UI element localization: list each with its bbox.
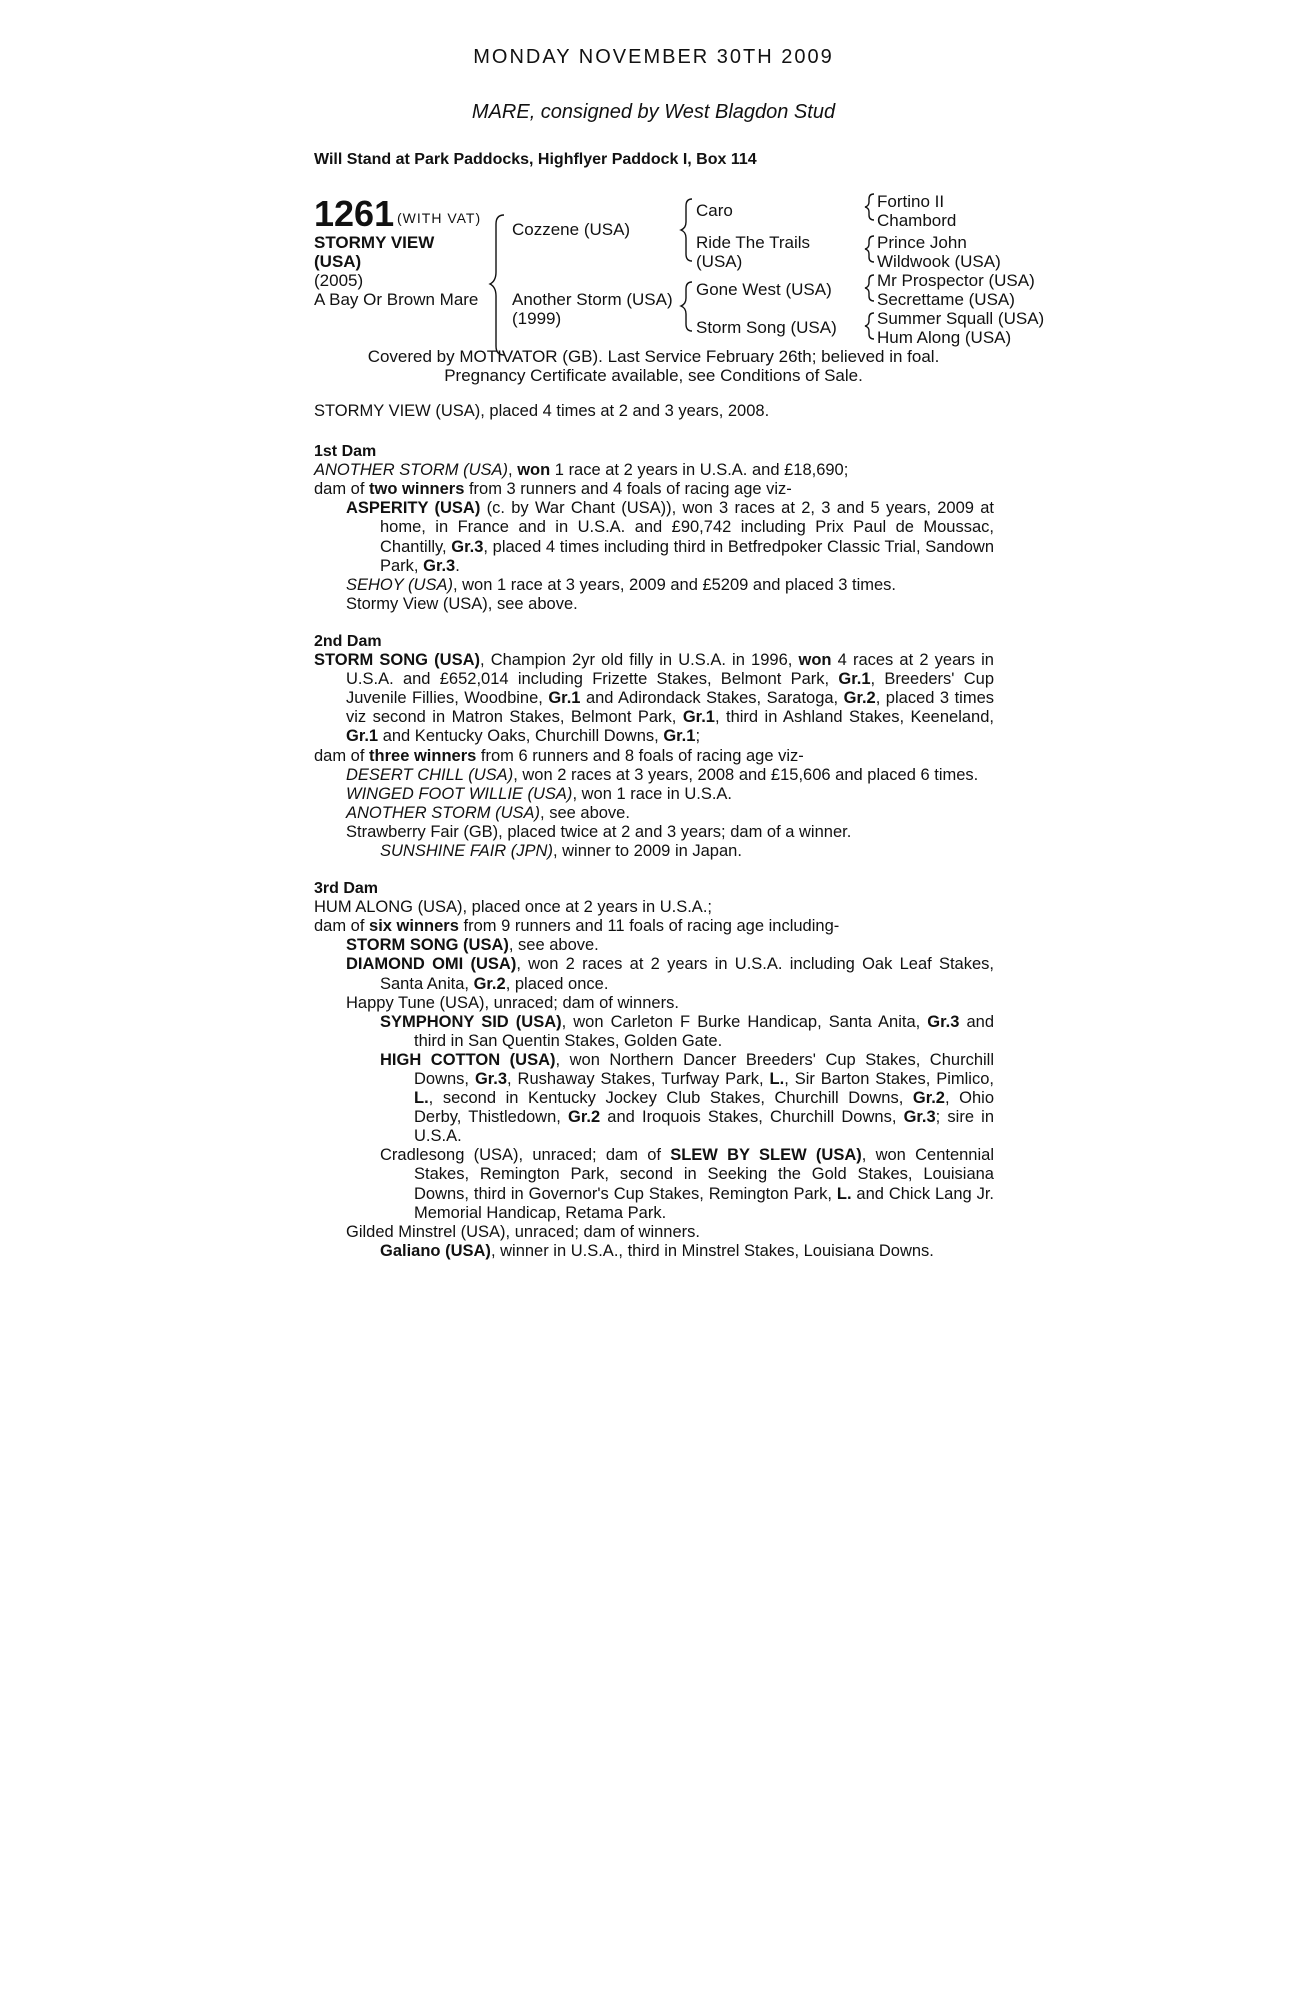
horse-name-line1: STORMY VIEW	[314, 233, 435, 252]
pedigree-sds: Prince John	[877, 233, 967, 252]
produce-storm-song: STORM SONG (USA), see above.	[346, 936, 599, 955]
brace-sire	[681, 199, 692, 261]
brace-ds	[865, 275, 874, 301]
produce-galiano: Galiano (USA), winner in U.S.A., third in Minstrel Stakes, Louisiana Downs.	[380, 1241, 934, 1260]
pedigree-sire: Cozzene (USA)	[512, 220, 631, 239]
brace-dam	[681, 282, 692, 331]
pedigree-sire-sire: Caro	[696, 201, 733, 220]
second-dam-entry: STORM SONG (USA), Champion 2yr old filly in U.S.A. in 1996, won 4 races at 2 years in U.S.A. and £652,014 including Frizette Stakes, Belmont Park, Gr.1, Breeders' Cup Juvenile Fillies, Woodbine, Gr.1 and Adirondack Stakes, Saratoga, Gr.2, placed 3 times viz second in Matron Stakes, Belmont Park, Gr.1, third in Ashland Stakes, Keeneland, Gr.1 and Kentucky Oaks, Churchill Downs, Gr.1;	[314, 651, 994, 746]
third-dam-title: 3rd Dam	[314, 880, 379, 898]
produce-winged-foot-willie: WINGED FOOT WILLIE (USA), won 1 race in U.S.A.	[346, 784, 733, 803]
catalogue-body	[314, 400, 994, 1261]
produce-desert-chill: DESERT CHILL (USA), won 2 races at 3 years, 2008 and £15,606 and placed 6 times.	[346, 765, 979, 784]
stabling-location: Will Stand at Park Paddocks, Highflyer Paddock I, Box 114	[314, 151, 757, 168]
pedigree-ddd: Hum Along (USA)	[877, 328, 1012, 347]
pedigree-dam-line2: (1999)	[512, 309, 562, 328]
produce-sehoy: SEHOY (USA), won 1 race at 3 years, 2009 and £5209 and placed 3 times.	[346, 575, 897, 594]
pedigree-sire-dam-line1: Ride The Trails	[696, 233, 811, 252]
pedigree-dds: Summer Squall (USA)	[877, 309, 1045, 328]
produce-sunshine-fair: SUNSHINE FAIR (JPN), winner to 2009 in Japan.	[380, 841, 742, 860]
brace-sd	[865, 236, 874, 262]
horse-description: A Bay Or Brown Mare	[314, 290, 479, 309]
pedigree-dam-dam: Storm Song (USA)	[696, 318, 837, 337]
pedigree-dam-sire: Gone West (USA)	[696, 280, 832, 299]
pedigree-ssd: Chambord	[877, 211, 957, 230]
produce-another-storm: ANOTHER STORM (USA), see above.	[346, 803, 630, 822]
pedigree-sss: Fortino II	[877, 192, 945, 211]
produce-happy-tune: Happy Tune (USA), unraced; dam of winners.	[346, 993, 679, 1012]
produce-symphony-sid: SYMPHONY SID (USA), won Carleton F Burke Handicap, Santa Anita, Gr.3 and third in San Quentin Stakes, Golden Gate.	[380, 1012, 994, 1050]
first-dam-title: 1st Dam	[314, 443, 377, 461]
pedigree-dsd: Secrettame (USA)	[877, 290, 1015, 309]
covered-line2: Pregnancy Certificate available, see Conditions of Sale.	[444, 366, 863, 385]
produce-high-cotton: HIGH COTTON (USA), won Northern Dancer Breeders' Cup Stakes, Churchill Downs, Gr.3, Rushaway Stakes, Turfway Park, L., Sir Barton Stakes, Pimlico, L., second in Kentucky Jockey Club Stakes, Churchill Downs, Gr.2, Ohio Derby, Thistledown, Gr.2 and Iroquois Stakes, Churchill Downs, Gr.3; sire in U.S.A.	[380, 1050, 995, 1146]
second-dam-produce: dam of three winners from 6 runners and 8 foals of racing age viz-	[314, 746, 804, 765]
second-dam-title: 2nd Dam	[314, 632, 382, 650]
pedigree-sire-dam-line2: (USA)	[696, 252, 743, 271]
pedigree-sdd: Wildwook (USA)	[877, 252, 1001, 271]
brace-ss	[865, 194, 874, 220]
produce-cradlesong: Cradlesong (USA), unraced; dam of SLEW BY SLEW (USA), won Centennial Stakes, Remington Park, second in Seeking the Gold Stakes, Louisiana Downs, third in Governor's Cup Stakes, Remington Park, L. and Chick Lang Jr. Memorial Handicap, Retama Park.	[380, 1146, 994, 1222]
horse-name-line2: (USA)	[314, 252, 362, 271]
brace-dd	[865, 313, 874, 339]
third-dam-entry: HUM ALONG (USA), placed once at 2 years in U.S.A.;	[314, 898, 712, 917]
produce-asperity: ASPERITY (USA) (c. by War Chant (USA)), won 3 races at 2, 3 and 5 years, 2009 at home, in France and in U.S.A. and £90,742 including Prix Paul de Moussac, Chantilly, Gr.3, placed 4 times including third in Betfredpoker Classic Trial, Sandown Park, Gr.3.	[346, 499, 994, 575]
summary-line: STORMY VIEW (USA), placed 4 times at 2 and 3 years, 2008.	[314, 402, 770, 420]
vat-note: (WITH VAT)	[397, 210, 482, 226]
produce-strawberry-fair: Strawberry Fair (GB), placed twice at 2 and 3 years; dam of a winner.	[346, 822, 852, 841]
lot-number: 1261	[314, 193, 395, 234]
produce-stormy-view: Stormy View (USA), see above.	[346, 594, 578, 613]
sale-date: MONDAY NOVEMBER 30TH 2009	[473, 46, 834, 68]
pedigree-dam-line1: Another Storm (USA)	[512, 290, 673, 309]
horse-year: (2005)	[314, 271, 364, 290]
produce-diamond-omi: DIAMOND OMI (USA), won 2 races at 2 years in U.S.A. including Oak Leaf Stakes, Santa Anita, Gr.2, placed once.	[346, 955, 994, 993]
pedigree-dss: Mr Prospector (USA)	[877, 271, 1035, 290]
consignment-line: MARE, consigned by West Blagdon Stud	[471, 101, 836, 123]
produce-gilded-minstrel: Gilded Minstrel (USA), unraced; dam of winners.	[346, 1222, 700, 1241]
brace-main	[490, 215, 504, 355]
covered-line1: Covered by MOTIVATOR (GB). Last Service February 26th; believed in foal.	[367, 347, 940, 366]
third-dam-produce: dam of six winners from 9 runners and 11 foals of racing age including-	[314, 917, 840, 936]
first-dam-entry: ANOTHER STORM (USA), won 1 race at 2 years in U.S.A. and £18,690;	[314, 461, 849, 480]
first-dam-produce: dam of two winners from 3 runners and 4 foals of racing age viz-	[314, 480, 792, 499]
